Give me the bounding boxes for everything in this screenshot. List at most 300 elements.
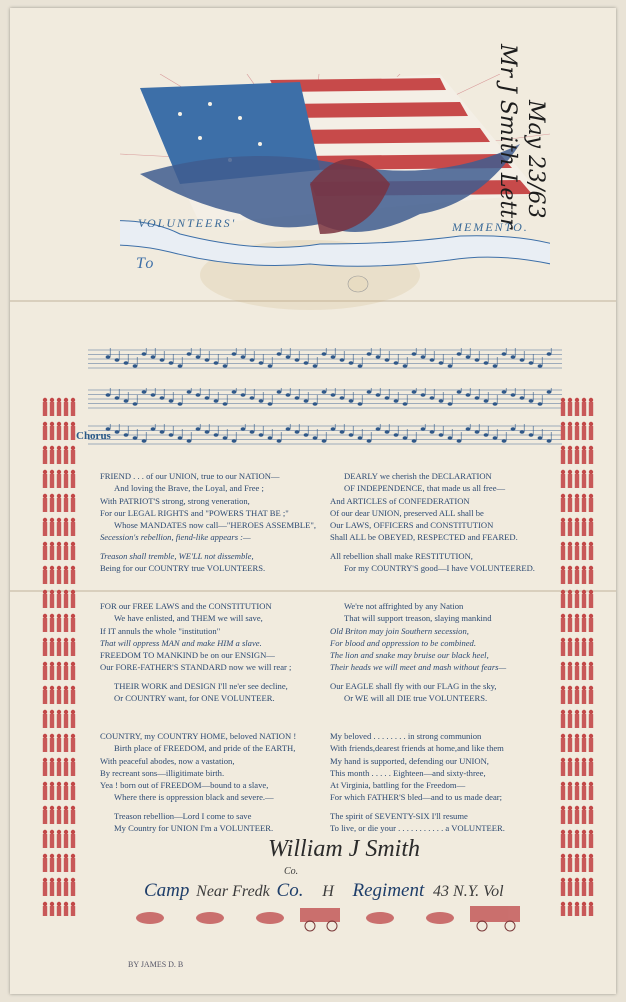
soldier-figure — [582, 522, 586, 536]
note-head — [448, 402, 453, 406]
soldier-figure — [568, 518, 572, 522]
verse-1-right: DEARLY we cherish the DECLARATION OF INDEPENDENCE, that made us all free— And ARTICLES of CONFEDERATION Of our dear UNION, preserved ALL shall be Our LAWS, OFFICERS and CONSTITUTION Shall ALL be OBEYED, RESPECTED and FEARED. All rebellion shall make RESTITUTION, For my COUNTRY'S good—I have VOLUNTEERED. — [330, 471, 535, 574]
note-head — [124, 433, 129, 437]
note-head — [223, 436, 228, 440]
soldier-figure — [575, 686, 579, 690]
soldier-figure — [568, 570, 572, 584]
note-head — [466, 427, 471, 431]
soldier-figure — [589, 882, 593, 896]
soldier-figure — [561, 398, 565, 402]
soldier-figure — [71, 446, 75, 450]
note-head — [394, 361, 399, 365]
note-head — [367, 439, 372, 443]
note-head — [205, 396, 210, 400]
note-head — [448, 436, 453, 440]
soldier-figure — [64, 474, 68, 488]
soldier-figure — [43, 546, 47, 560]
soldier-figure — [568, 594, 572, 608]
verse-1-left: FRIEND . . . of our UNION, true to our NATION— And loving the Brave, the Loyal, and Free ; With PATRIOT'S strong, strong veneration, For our LEGAL RIGHTS and "POWERS THAT BE ;" Whose MANDATES now call—"HEROES ASSEMBLE", Secession's rebellion, fiend-like appears :— Treason shall tremble, WE'LL not dissemble, Being for our COUNTRY true VOLUNTEERS. — [100, 471, 317, 574]
soldier-figure — [50, 638, 54, 642]
soldier-figure — [43, 782, 47, 786]
soldier-figure — [568, 830, 572, 834]
note-head — [520, 358, 525, 362]
soldier-figure — [71, 518, 75, 522]
soldier-figure — [582, 446, 586, 450]
soldier-figure — [50, 858, 54, 872]
note-head — [286, 427, 291, 431]
soldier-figure — [575, 566, 579, 570]
note-head — [304, 361, 309, 365]
note-head — [385, 430, 390, 434]
soldier-figure — [568, 522, 572, 536]
soldier-figure — [50, 470, 54, 474]
soldier-figure — [50, 594, 54, 608]
soldier-figure — [575, 570, 579, 584]
soldier-figure — [582, 662, 586, 666]
soldier-figure — [71, 882, 75, 896]
soldier-figure — [50, 566, 54, 570]
soldier-figure — [64, 902, 68, 906]
soldier-figure — [575, 614, 579, 618]
soldier-figure — [582, 882, 586, 896]
note-head — [115, 396, 120, 400]
soldier-figure — [43, 830, 47, 834]
note-head — [529, 399, 534, 403]
note-head — [511, 427, 516, 431]
soldier-figure — [575, 882, 579, 896]
soldier-figure — [43, 590, 47, 594]
soldier-figure — [582, 878, 586, 882]
note-head — [169, 399, 174, 403]
note-head — [349, 399, 354, 403]
soldier-figure — [589, 854, 593, 858]
soldier-figure — [71, 638, 75, 642]
soldier-figure — [575, 546, 579, 560]
soldier-figure — [71, 614, 75, 618]
soldier-figure — [589, 542, 593, 546]
soldier-figure — [582, 714, 586, 728]
soldier-figure — [582, 474, 586, 488]
note-head — [331, 427, 336, 431]
banner-to: To — [136, 255, 156, 272]
note-head — [187, 439, 192, 443]
note-head — [403, 402, 408, 406]
soldier-figure — [575, 542, 579, 546]
note-head — [529, 433, 534, 437]
soldier-figure — [582, 398, 586, 402]
soldier-figure — [568, 402, 572, 416]
soldier-figure — [50, 618, 54, 632]
soldier-figure — [71, 618, 75, 632]
soldier-figure — [568, 398, 572, 402]
soldier-figure — [71, 398, 75, 402]
soldier-figure — [64, 738, 68, 752]
soldier-figure — [71, 402, 75, 416]
note-head — [124, 361, 129, 365]
soldier-figure — [561, 902, 565, 906]
soldier-figure — [57, 450, 61, 464]
soldier-figure — [589, 734, 593, 738]
note-head — [214, 433, 219, 437]
soldier-figure — [64, 782, 68, 786]
soldier-figure — [561, 450, 565, 464]
soldier-figure — [582, 402, 586, 416]
soldier-figure — [57, 546, 61, 560]
note-head — [547, 352, 552, 356]
soldier-figure — [575, 498, 579, 512]
soldier-figure — [64, 878, 68, 882]
note-head — [277, 352, 282, 356]
note-head — [178, 364, 183, 368]
soldier-figure — [575, 690, 579, 704]
soldier-figure — [575, 906, 579, 916]
soldier-figure — [57, 518, 61, 522]
note-head — [358, 402, 363, 406]
soldier-figure — [50, 450, 54, 464]
soldier-figure — [71, 710, 75, 714]
soldier-figure — [575, 710, 579, 714]
soldier-figure — [50, 590, 54, 594]
soldier-figure — [561, 614, 565, 618]
soldier-figure — [64, 854, 68, 858]
soldier-figure — [57, 710, 61, 714]
note-head — [529, 361, 534, 365]
note-head — [475, 358, 480, 362]
soldier-figure — [57, 474, 61, 488]
soldier-figure — [50, 786, 54, 800]
soldier-figure — [71, 878, 75, 882]
soldier-figure — [561, 662, 565, 666]
soldier-figure — [589, 758, 593, 762]
soldier-figure — [589, 834, 593, 848]
soldier-figure — [589, 590, 593, 594]
soldier-figure — [43, 618, 47, 632]
soldier-figure — [43, 662, 47, 666]
soldier-figure — [50, 734, 54, 738]
soldier-figure — [57, 498, 61, 512]
soldier-figure — [64, 590, 68, 594]
soldier-figure — [582, 734, 586, 738]
soldier-figure — [575, 422, 579, 426]
note-head — [178, 402, 183, 406]
soldier-figure — [71, 474, 75, 488]
soldier-figure — [71, 762, 75, 776]
soldier-figure — [43, 494, 47, 498]
soldier-figure — [568, 810, 572, 824]
soldier-figure — [561, 494, 565, 498]
soldier-figure — [582, 450, 586, 464]
soldier-figure — [561, 786, 565, 800]
co-handwritten: H — [322, 883, 334, 900]
soldier-figure — [50, 662, 54, 666]
soldier-figure — [71, 902, 75, 906]
soldier-figure — [582, 614, 586, 618]
soldier-figure — [561, 714, 565, 728]
soldier-figure — [582, 830, 586, 834]
soldier-figure — [57, 690, 61, 704]
soldier-figure — [568, 446, 572, 450]
soldier-figure — [50, 494, 54, 498]
soldier-figure — [43, 498, 47, 512]
soldier-figure — [589, 398, 593, 402]
note-head — [151, 427, 156, 431]
soldier-figure — [71, 426, 75, 440]
soldier-figure — [575, 474, 579, 488]
note-head — [403, 436, 408, 440]
note-head — [241, 355, 246, 359]
soldier-figure — [589, 522, 593, 536]
soldier-figure — [568, 878, 572, 882]
soldier-figure — [589, 638, 593, 642]
soldier-figure — [64, 446, 68, 450]
soldier-figure — [71, 666, 75, 680]
soldier-figure — [64, 402, 68, 416]
note-head — [133, 436, 138, 440]
soldier-figure — [589, 422, 593, 426]
soldier-figure — [43, 902, 47, 906]
note-head — [484, 399, 489, 403]
soldier-figure — [575, 518, 579, 522]
soldier-figure — [43, 786, 47, 800]
soldier-figure — [561, 522, 565, 536]
note-head — [160, 396, 165, 400]
soldier-figure — [43, 858, 47, 872]
soldier-figure — [568, 762, 572, 776]
soldier-figure — [50, 738, 54, 752]
soldier-figure — [64, 594, 68, 608]
soldier-figure — [57, 906, 61, 916]
soldier-figure — [589, 858, 593, 872]
soldier-figure — [43, 522, 47, 536]
note-head — [322, 439, 327, 443]
soldier-figure — [575, 734, 579, 738]
soldier-figure — [589, 902, 593, 906]
note-head — [394, 433, 399, 437]
soldier-figure — [582, 594, 586, 608]
soldier-figure — [50, 830, 54, 834]
note-head — [493, 436, 498, 440]
soldier-figure — [589, 570, 593, 584]
soldier-figure — [71, 662, 75, 666]
soldier-figure — [575, 470, 579, 474]
soldier-figure — [568, 690, 572, 704]
soldier-figure — [582, 590, 586, 594]
soldier-figure — [575, 854, 579, 858]
note-head — [151, 355, 156, 359]
soldier-figure — [57, 738, 61, 752]
soldier-figure — [561, 806, 565, 810]
soldier-figure — [568, 566, 572, 570]
soldier-figure — [589, 710, 593, 714]
soldier-figure — [57, 566, 61, 570]
fold-crease — [10, 590, 616, 592]
soldier-figure — [582, 762, 586, 776]
soldier-figure — [561, 906, 565, 916]
soldier-figure — [568, 710, 572, 714]
note-head — [484, 433, 489, 437]
soldier-figure — [64, 470, 68, 474]
soldier-figure — [561, 446, 565, 450]
note-head — [313, 436, 318, 440]
soldier-figure — [57, 854, 61, 858]
note-head — [421, 355, 426, 359]
soldier-figure — [64, 546, 68, 560]
soldier-figure — [582, 426, 586, 440]
soldier-figure — [561, 710, 565, 714]
soldier-figure — [568, 638, 572, 642]
soldier-figure — [568, 470, 572, 474]
note-head — [205, 358, 210, 362]
soldier-figure — [575, 806, 579, 810]
soldier-figure — [43, 906, 47, 916]
note-head — [394, 399, 399, 403]
soldier-figure — [589, 662, 593, 666]
soldier-figure — [50, 570, 54, 584]
soldier-figure — [57, 522, 61, 536]
note-head — [466, 355, 471, 359]
soldier-figure — [50, 714, 54, 728]
soldier-figure — [64, 830, 68, 834]
soldier-figure — [568, 642, 572, 656]
soldier-figure — [575, 618, 579, 632]
soldier-figure — [71, 786, 75, 800]
soldier-figure — [561, 594, 565, 608]
note-head — [430, 430, 435, 434]
soldier-figure — [568, 422, 572, 426]
soldier-figure — [568, 542, 572, 546]
soldier-figure — [43, 758, 47, 762]
soldier-figure — [589, 762, 593, 776]
camp-label: Camp — [144, 880, 190, 901]
soldier-figure — [50, 422, 54, 426]
soldier-figure — [50, 878, 54, 882]
soldier-figure — [575, 590, 579, 594]
soldier-figure — [568, 614, 572, 618]
soldier-figure — [575, 522, 579, 536]
soldier-figure — [57, 470, 61, 474]
soldier-figure — [71, 642, 75, 656]
soldier-figure — [568, 662, 572, 666]
soldier-figure — [568, 498, 572, 512]
soldier-figure — [582, 542, 586, 546]
soldier-figure — [575, 494, 579, 498]
soldier-figure — [64, 810, 68, 824]
soldier-figure — [50, 906, 54, 916]
soldier-figure — [582, 710, 586, 714]
music-staff — [88, 424, 562, 446]
soldier-figure — [43, 878, 47, 882]
soldier-figure — [64, 570, 68, 584]
soldier-figure — [575, 662, 579, 666]
note-head — [439, 433, 444, 437]
soldier-figure — [561, 882, 565, 896]
soldier-figure — [568, 758, 572, 762]
soldier-figure — [575, 426, 579, 440]
co-label: Co. — [276, 880, 304, 901]
soldier-figure — [561, 762, 565, 776]
note-head — [187, 390, 192, 394]
soldier-figure — [50, 762, 54, 776]
soldier-figure — [589, 450, 593, 464]
soldier-figure — [64, 786, 68, 800]
soldier-figure — [57, 806, 61, 810]
soldier-figure — [43, 642, 47, 656]
soldier-figure — [561, 758, 565, 762]
soldier-figure — [582, 690, 586, 704]
soldier-figure — [57, 662, 61, 666]
soldier-figure — [582, 470, 586, 474]
soldier-figure — [50, 642, 54, 656]
soldier-figure — [575, 830, 579, 834]
soldier-figure — [561, 734, 565, 738]
soldier-figure — [71, 782, 75, 786]
soldier-figure — [561, 570, 565, 584]
music-staff — [88, 388, 562, 410]
soldier-figure — [57, 686, 61, 690]
note-head — [511, 393, 516, 397]
soldier-figure — [561, 830, 565, 834]
note-head — [142, 390, 147, 394]
soldier-figure — [50, 882, 54, 896]
soldier-figure — [50, 546, 54, 560]
soldier-figure — [589, 642, 593, 656]
note-head — [250, 430, 255, 434]
soldier-figure — [568, 902, 572, 906]
soldier-figure — [582, 834, 586, 848]
soldier-figure — [568, 738, 572, 752]
soldier-figure — [43, 686, 47, 690]
soldier-figure — [589, 546, 593, 560]
note-head — [367, 390, 372, 394]
cavalry-wagon-illustration — [90, 896, 560, 934]
soldier-figure — [589, 618, 593, 632]
note-head — [295, 430, 300, 434]
soldier-figure — [50, 854, 54, 858]
note-head — [214, 399, 219, 403]
note-head — [205, 430, 210, 434]
soldier-figure — [57, 786, 61, 800]
soldier-figure — [57, 402, 61, 416]
soldier-figure — [64, 666, 68, 680]
soldier-figure — [64, 398, 68, 402]
music-staff — [88, 348, 562, 370]
soldier-figure — [57, 590, 61, 594]
soldier-figure — [582, 738, 586, 752]
soldier-figure — [71, 542, 75, 546]
soldier-figure — [568, 590, 572, 594]
note-head — [439, 361, 444, 365]
note-head — [376, 355, 381, 359]
soldier-figure — [57, 782, 61, 786]
soldier-figure — [71, 830, 75, 834]
soldier-figure — [50, 902, 54, 906]
soldier-figure — [575, 786, 579, 800]
note-head — [295, 358, 300, 362]
note-head — [178, 436, 183, 440]
soldier-figure — [57, 422, 61, 426]
soldier-figure — [50, 666, 54, 680]
soldier-figure — [589, 446, 593, 450]
regiment-label: Regiment — [352, 880, 425, 901]
soldier-figure — [582, 494, 586, 498]
note-head — [403, 364, 408, 368]
note-head — [430, 396, 435, 400]
soldier-figure — [582, 858, 586, 872]
soldier-figure — [561, 686, 565, 690]
note-head — [196, 427, 201, 431]
soldier-figure — [589, 906, 593, 916]
soldier-figure — [57, 830, 61, 834]
